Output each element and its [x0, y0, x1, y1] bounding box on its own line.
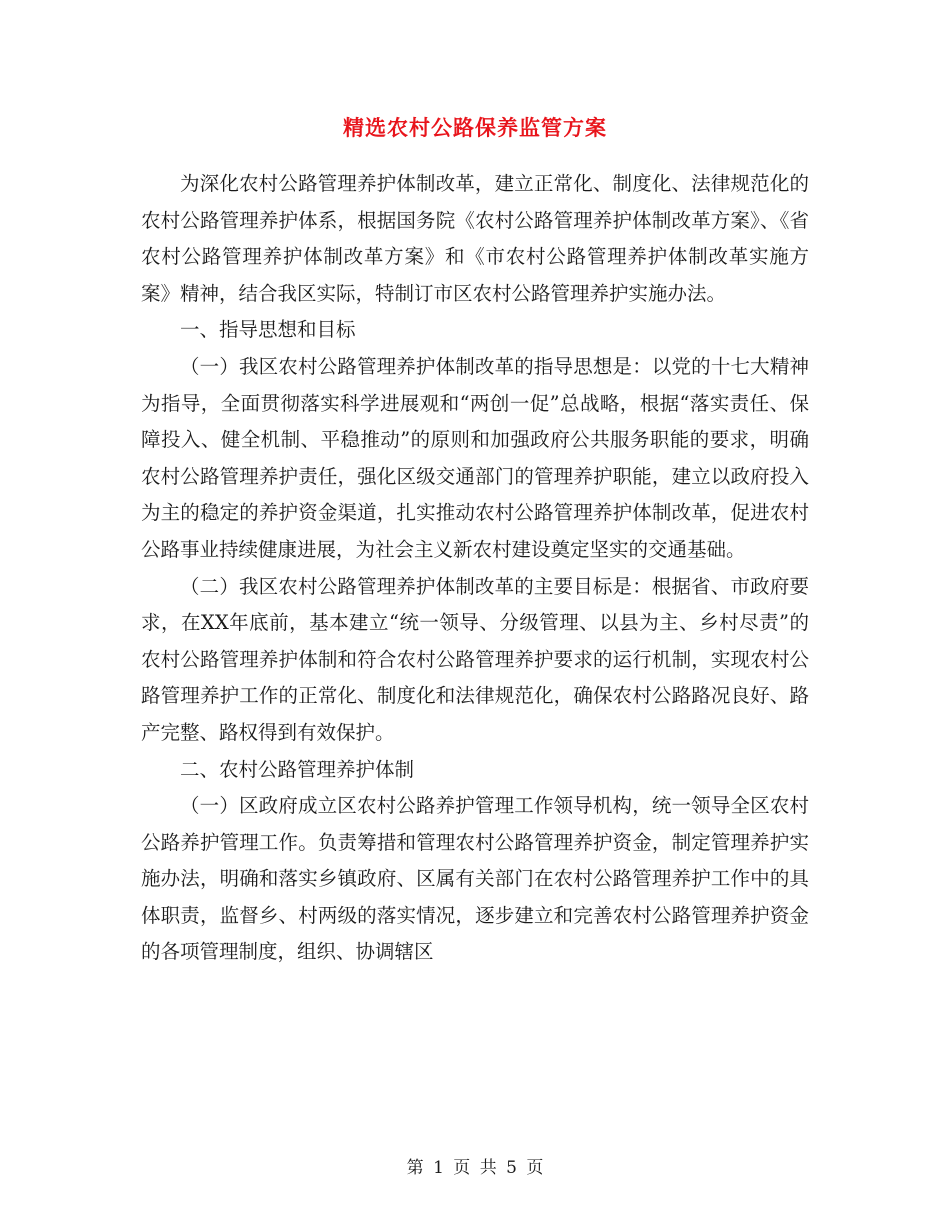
document-title: 精选农村公路保养监管方案	[343, 115, 607, 140]
section-heading-1: 一、指导思想和目标	[180, 318, 356, 342]
page-number-footer: 第 1 页 共 5 页	[406, 1158, 544, 1178]
paragraph-intro: 为深化农村公路管理养护体制改革，建立正常化、制度化、法律规范化的农村公路管理养护体系，根据国务院《农村公路管理养护体制改革方案》、《省农村公路管理养护体制改革方案》和《市农村公路管理养护体制改革实施方案》精神，结合我区实际，特制订市区农村公路管理养护实施办法。	[141, 172, 809, 305]
paragraph-district-government: （一）区政府成立区农村公路养护管理工作领导机构，统一领导全区农村公路养护管理工作。负责筹措和管理农村公路管理养护资金，制定管理养护实施办法，明确和落实乡镇政府、区属有关部门在农村公路管理养护工作中的具体职责，监督乡、村两级的落实情况，逐步建立和完善农村公路管理养护资金的各项管理制度，组织、协调辖区	[141, 794, 809, 964]
section-heading-2: 二、农村公路管理养护体制	[180, 757, 415, 781]
document-body	[141, 166, 809, 971]
paragraph-main-goals: （二）我区农村公路管理养护体制改革的主要目标是：根据省、市政府要求，在XX年底前，基本建立“统一领导、分级管理、以县为主、乡村尽责”的农村公路管理养护体制和符合农村公路管理养护要求的运行机制，实现农村公路管理养护工作的正常化、制度化和法律规范化，确保农村公路路况良好、路产完整、路权得到有效保护。	[141, 574, 809, 744]
paragraph-guiding-ideology: （一）我区农村公路管理养护体制改革的指导思想是：以党的十七大精神为指导，全面贯彻落实科学进展观和“两创一促”总战略，根据“落实责任、保障投入、健全机制、平稳推动”的原则和加强政府公共服务职能的要求，明确农村公路管理养护责任，强化区级交通部门的管理养护职能，建立以政府投入为主的稳定的养护资金渠道，扎实推动农村公路管理养护体制改革，促进农村公路事业持续健康进展，为社会主义新农村建设奠定坚实的交通基础。	[141, 354, 809, 561]
